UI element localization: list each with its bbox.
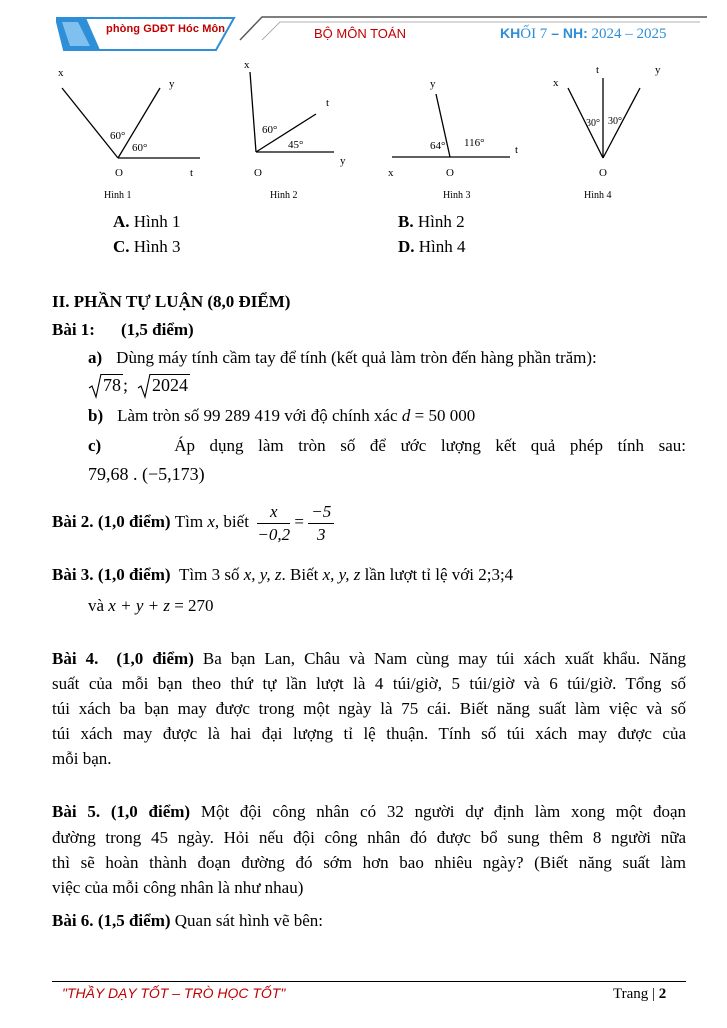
bai4-line5: mỗi bạn. xyxy=(52,749,112,768)
dash: – xyxy=(547,25,563,41)
bai4-line3: túi xách ba bạn may được trong một ngày là 75 cái. Biết năng suất làm việc và số xyxy=(52,699,686,718)
fig3-label-o: O xyxy=(446,167,454,179)
grade-prefix: KH xyxy=(500,25,521,41)
fig4-caption: Hình 4 xyxy=(584,190,612,201)
angle-figures xyxy=(0,55,727,205)
bai5-line3: thì sẽ hoàn thành đoạn đường đó sớm hơn bao nhiêu ngày? (Biết năng suất làm xyxy=(52,853,686,872)
bai1-heading: Bài 1: (1,5 điểm) xyxy=(52,320,194,339)
bai1-c: c) Áp dụng làm tròn số để ước lượng kết quả phép tính sau: xyxy=(88,436,686,455)
fig4-angle-1: 30° xyxy=(586,118,600,129)
bai3-line2: và x + y + z = 270 xyxy=(88,596,214,615)
footer-rule xyxy=(52,981,686,982)
choice-b: B. Hình 2 xyxy=(398,212,465,231)
fig2-label-x: x xyxy=(244,59,250,71)
fig2-label-y: y xyxy=(340,155,346,167)
fig1-caption: Hình 1 xyxy=(104,190,132,201)
fig3-angle-1: 64° xyxy=(430,140,446,152)
bai5-line1: Bài 5. (1,0 điểm) Một đội công nhân có 32 người dự định làm xong một đoạn xyxy=(52,802,687,821)
figure-2 xyxy=(244,59,346,201)
choice-d: D. Hình 4 xyxy=(398,237,466,256)
section-title: II. PHẦN TỰ LUẬN (8,0 ĐIỂM) xyxy=(52,292,291,311)
bai3-line1: Bài 3. (1,0 điểm) Tìm 3 số x, y, z. Biết x, y, z lần lượt tỉ lệ với 2;3;4 xyxy=(52,565,514,584)
fig2-label-t: t xyxy=(326,97,330,109)
fig3-label-t: t xyxy=(515,144,519,156)
figure-3 xyxy=(388,78,518,201)
sqrt-78: 78 xyxy=(88,373,123,397)
fig1-label-t: t xyxy=(190,167,194,179)
choice-a: A. Hình 1 xyxy=(113,212,181,231)
fig2-label-o: O xyxy=(254,167,262,179)
bai6: Bài 6. (1,5 điểm) Quan sát hình vẽ bên: xyxy=(52,911,324,930)
choice-c: C. Hình 3 xyxy=(113,237,181,256)
bai1-a: a) Dùng máy tính cầm tay để tính (kết quả làm tròn đến hàng phần trăm): xyxy=(88,348,597,367)
bai1-b: b) Làm tròn số 99 289 419 với độ chính xác d = 50 000 xyxy=(88,406,476,425)
fig2-angle-2: 45° xyxy=(288,139,304,151)
fig4-label-o: O xyxy=(599,167,607,179)
school-year: 2024 – 2025 xyxy=(587,26,667,42)
fig3-label-x: x xyxy=(388,167,394,179)
fig4-angle-2: 30° xyxy=(608,116,622,127)
school-name: phòng GDĐT Hóc Môn xyxy=(106,23,226,35)
bai1-c-expr: 79,68 . (−5,173) xyxy=(88,464,205,484)
bai5-line4: việc của mỗi công nhân là như nhau) xyxy=(52,878,304,897)
fig3-angle-2: 116° xyxy=(464,137,485,149)
grade-rest: ỐI 7 xyxy=(520,26,548,42)
bai4-line4: túi xách may được là hai đại lượng tỉ lệ thuận. Tính số túi xách may được của xyxy=(52,724,686,743)
fig2-caption: Hình 2 xyxy=(270,190,298,201)
fig4-label-y: y xyxy=(655,64,661,76)
fig2-angle-1: 60° xyxy=(262,124,278,136)
figure-4 xyxy=(553,64,661,201)
sqrt-2024: 2024 xyxy=(137,373,190,397)
fig1-angle-2: 60° xyxy=(132,142,148,154)
year-label: NH: xyxy=(562,25,588,41)
department-name: BỘ MÔN TOÁN xyxy=(314,26,406,41)
fraction-x-over-neg02: $\frac{x}{-0,2}$ xyxy=(257,501,291,544)
fraction-neg5-over-3: $\frac{-5}{3}$ xyxy=(308,501,334,546)
bai5-line2: đường trong 45 ngày. Hỏi nếu đội công nhân đó được bổ sung thêm 8 người nữa xyxy=(52,828,686,847)
fig4-label-x: x xyxy=(553,77,559,89)
bai4-line2: suất của mỗi bạn theo thứ tự lần lượt là 4 túi/giờ, 5 túi/giờ và 6 túi/giờ. Tổng số xyxy=(52,674,686,693)
fig3-caption: Hình 3 xyxy=(443,190,471,201)
page-number: Trang | 2 xyxy=(613,986,667,1002)
fig1-angle-1: 60° xyxy=(110,130,126,142)
fig1-label-x: x xyxy=(58,67,64,79)
fig3-label-y: y xyxy=(430,78,436,90)
fig1-label-o: O xyxy=(115,167,123,179)
fig1-label-y: y xyxy=(169,78,175,90)
figure-1 xyxy=(58,67,200,201)
bai1-a-roots: 78 ; 2024 xyxy=(88,373,190,397)
bai2: Bài 2. (1,0 điểm) Tìm x, biết $\frac{x}{-0,2}$ = $\frac{-5}{3}$ xyxy=(52,498,334,546)
fig4-label-t: t xyxy=(596,64,600,76)
bai4-line1: Bài 4. (1,0 điểm) Ba bạn Lan, Châu và Nam cùng may túi xách xuất khẩu. Năng xyxy=(52,649,687,668)
footer-motto: "THẦY DẠY TỐT – TRÒ HỌC TỐT" xyxy=(62,985,286,1001)
grade-year xyxy=(500,25,667,43)
